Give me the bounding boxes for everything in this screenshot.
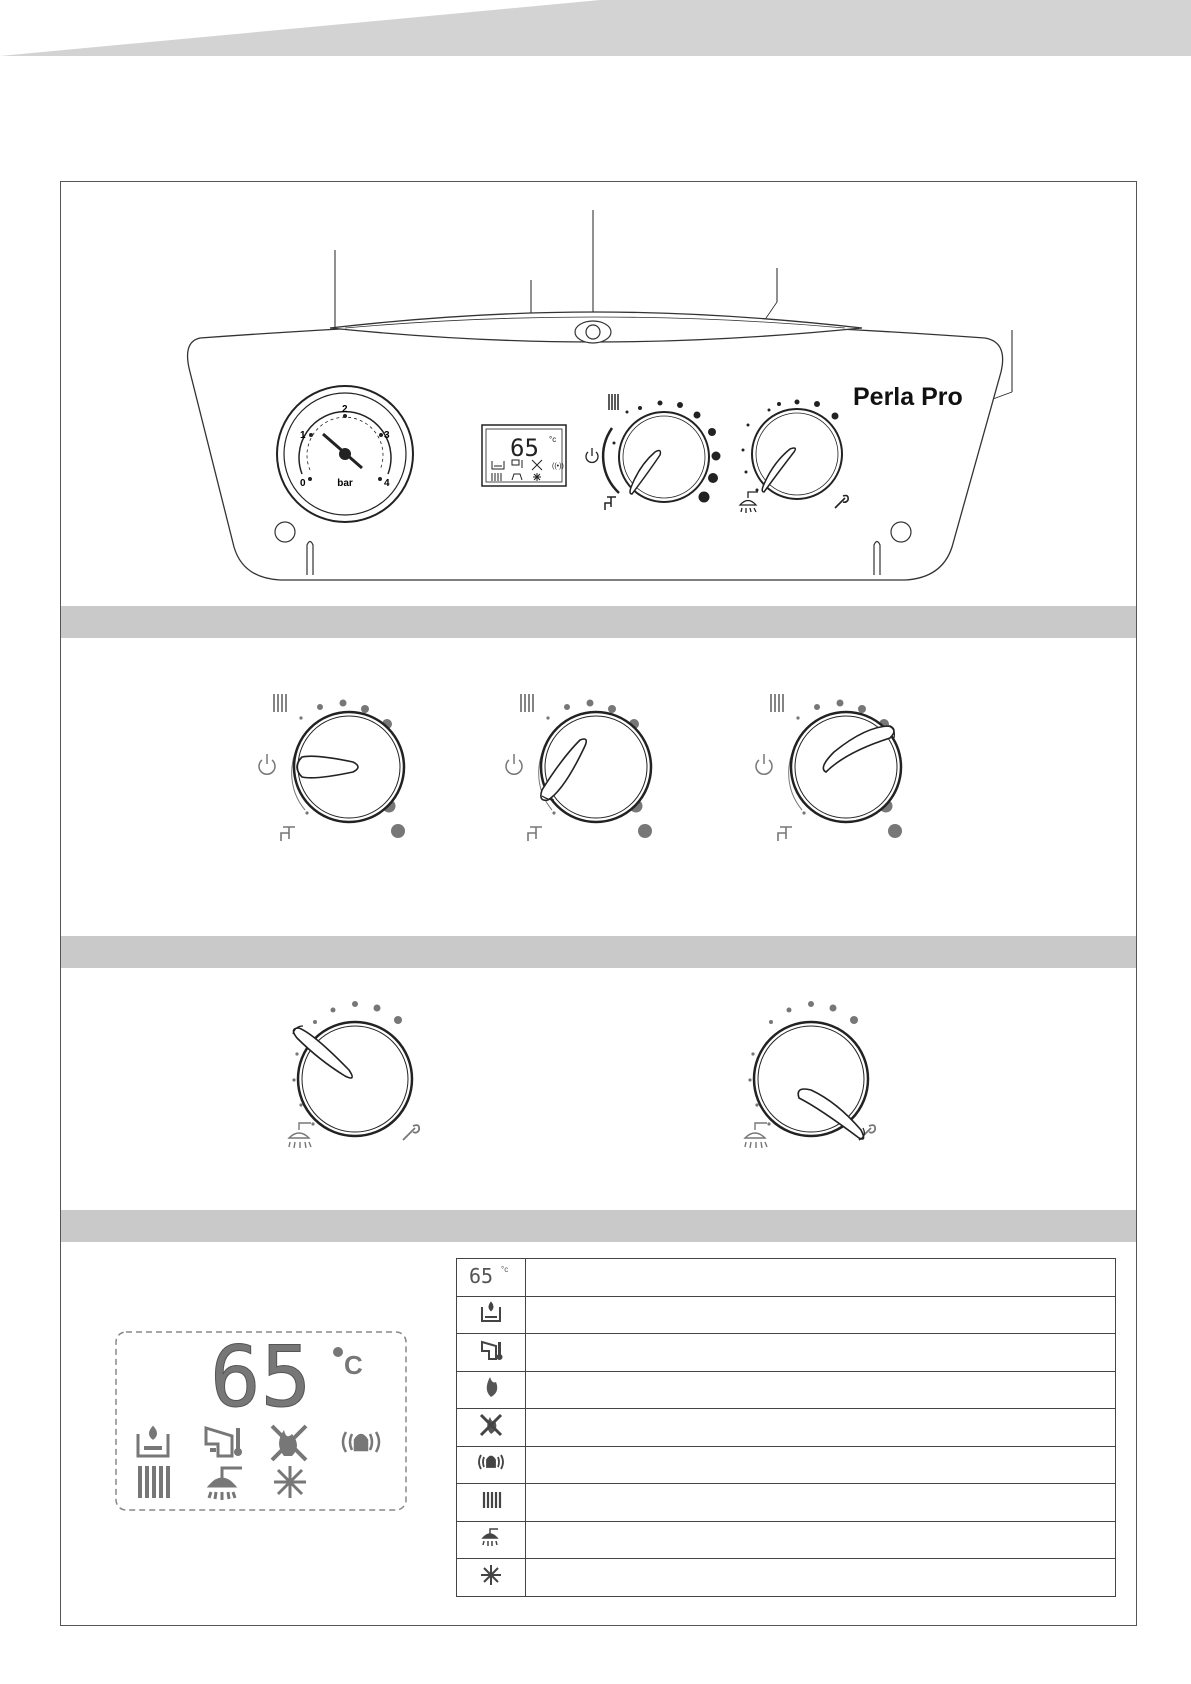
symbol-legend-table (456, 1258, 1116, 1597)
gauge-tick-0: 0 (300, 478, 306, 489)
heating-knob-maximum (756, 694, 902, 841)
legend-row (457, 1371, 1116, 1409)
legend-row (457, 1296, 1116, 1334)
shower-icon (476, 1524, 506, 1550)
svg-text:°c: °c (500, 1264, 509, 1274)
header-banner (0, 0, 1191, 60)
svg-text:65: 65 (468, 1263, 494, 1288)
panel-hole-right (891, 522, 911, 542)
alarm-bell-icon (474, 1449, 508, 1475)
svg-text:((•)): ((•)) (552, 463, 564, 470)
temperature-display-icon (465, 1262, 517, 1288)
legend-description (525, 1521, 1115, 1559)
gauge-unit: bar (337, 478, 353, 489)
legend-description (525, 1409, 1115, 1447)
legend-row (457, 1484, 1116, 1522)
panel-hole-left (275, 522, 295, 542)
gauge-tick-4: 4 (384, 478, 390, 489)
chimney-sensor-icon (476, 1337, 506, 1363)
brand-label: Perla Pro (853, 383, 963, 411)
heating-knob-off (259, 694, 405, 841)
heating-knob-minimum (506, 694, 652, 841)
legend-row (457, 1446, 1116, 1484)
legend-row (457, 1259, 1116, 1297)
flame-failure-icon (476, 1412, 506, 1438)
display-small-temperature: 65 (510, 434, 539, 462)
section-divider-display (61, 1210, 1136, 1242)
section-divider-dhw (61, 936, 1136, 968)
legend-description (525, 1371, 1115, 1409)
frost-protection-icon (274, 1466, 306, 1498)
radiator-icon (476, 1487, 506, 1513)
legend-description (525, 1446, 1115, 1484)
water-pressure-icon (476, 1299, 506, 1325)
legend-description (525, 1296, 1115, 1334)
legend-description (525, 1559, 1115, 1597)
pressure-gauge (277, 386, 413, 522)
dhw-knob-settings (0, 990, 1191, 1190)
display-large (114, 1330, 408, 1512)
gauge-tick-2: 2 (342, 404, 348, 415)
legend-description (525, 1484, 1115, 1522)
legend-description (525, 1259, 1115, 1297)
display-small (482, 425, 566, 486)
dhw-knob-maximum (745, 1001, 875, 1148)
legend-row (457, 1521, 1116, 1559)
display-large-unit: C (344, 1350, 363, 1380)
display-small-unit: °c (549, 435, 557, 444)
gauge-tick-1: 1 (300, 430, 306, 441)
legend-description (525, 1334, 1115, 1372)
dhw-knob-minimum (289, 1001, 419, 1148)
control-panel-diagram (60, 181, 1137, 606)
legend-row (457, 1334, 1116, 1372)
heating-knob-settings (0, 640, 1191, 930)
legend-row (457, 1559, 1116, 1597)
legend-row (457, 1409, 1116, 1447)
gauge-tick-3: 3 (384, 430, 390, 441)
section-divider-heating (61, 606, 1136, 638)
frost-protection-icon (476, 1562, 506, 1588)
flame-icon (476, 1374, 506, 1400)
display-large-temperature: 65 (210, 1330, 312, 1426)
